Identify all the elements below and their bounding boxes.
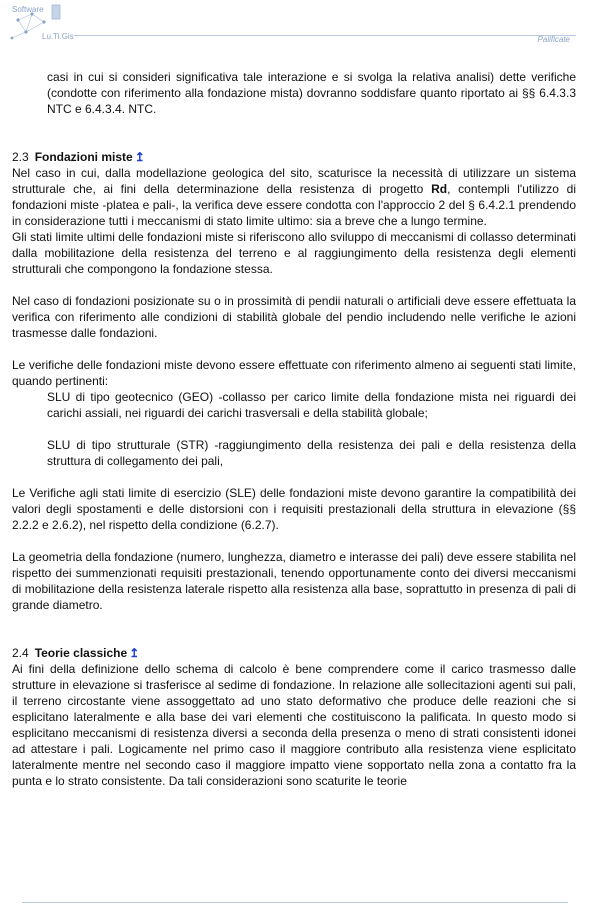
- paragraph: Nel caso di fondazioni posizionate su o in prossimità di pendii naturali o artificiali deve essere effettuata la verifica con riferimento alle condizioni di stabilità globale del pendio includendo nelle verifiche le azioni trasmesse dalle fondazioni.: [12, 294, 576, 340]
- list-item: SLU di tipo geotecnico (GEO) -collasso per carico limite della fondazione mista nei riguardi dei carichi assiali, nei riguardi dei carichi trasversali e della stabilità globale;: [47, 390, 576, 420]
- intro-paragraph: casi in cui si consideri significativa tale interazione e si svolga la relativa analisi) dette verifiche (condotte con riferimento alla fondazione mista) dovranno soddisfare quanto riportato ai §§ 6.4.3.3 NTC e 6.4.3.4. NTC.: [47, 70, 576, 116]
- footer-rule: [22, 902, 568, 903]
- paragraph: Ai fini della definizione dello schema di calcolo è bene comprendere come il carico trasmesso dalle strutture in elevazione si trasferisce al sedime di fondazione. In relazione alle sollecitazioni agenti sui pali, il terreno circostante viene assoggettato ad uno stato deformativo che produce delle reazioni che si esplicitano lateralmente e alla base dei vari elementi che costituiscono la palificata. In questo modo si esplicitano meccanismi di resistenza diversi a seconda della presenza o meno di strati consistenti idonei ad attestare i pali. Logicamente nel primo caso il maggiore contributo alla resistenza viene esplicitato lateralmente mentre nel secondo caso il maggiore impatto viene sopportato nella zona a contatto fra la punta e lo strato consistente. Da tali considerazioni sono scaturite le teorie: [12, 662, 576, 788]
- document-body: [12, 69, 576, 789]
- paragraph: La geometria della fondazione (numero, lunghezza, diametro e interasse dei pali) deve essere stabilita nel rispetto dei summenzionati requisiti prestazionali, tenendo opportunamente conto dei diversi meccanismi di mobilitazione della resistenza laterale rispetto alla resistenza alla base, soprattutto in presenza di pali di grande diametro.: [12, 550, 576, 612]
- section-2-3-heading: [12, 149, 576, 165]
- rd-term: Rd: [431, 182, 448, 196]
- logo-name-text: Lu.Ti.Gis: [42, 32, 74, 41]
- paragraph: Gli stati limite ultimi delle fondazioni miste si riferiscono allo sviluppo di meccanismi di collasso determinati dalla mobilitazione della resistenza del terreno e al raggiungimento della resistenza degli elementi strutturali che compongono la fondazione stessa.: [12, 230, 576, 276]
- logo-software-text: Software: [12, 5, 44, 14]
- section-number: 2.4: [12, 646, 29, 660]
- page-header: [0, 0, 590, 48]
- paragraph: Nel caso in cui, dalla modellazione geologica del sito, scaturisce la necessità di utilizzare un sistema strutturale che, ai fini della determinazione della resistenza di progetto Rd, contempli l'utilizzo di fondazioni miste -platea e pali-, la verifica deve essere condotta con l'approccio 2 del § 6.4.2.1 prendendo in considerazione tutti i meccanismi di stato limite ultimo: sia a breve che a lungo termine.: [12, 166, 576, 228]
- back-to-top-icon[interactable]: ↥: [129, 646, 140, 660]
- paragraph: Le verifiche delle fondazioni miste devono essere effettuate con riferimento almeno ai seguenti stati limite, quando pertinenti:: [12, 358, 576, 388]
- back-to-top-icon[interactable]: ↥: [134, 150, 145, 164]
- header-rule: [74, 35, 576, 36]
- header-section-label: Palificate: [537, 35, 570, 44]
- section-title: Fondazioni miste: [34, 150, 133, 164]
- section-title: Teorie classiche: [34, 646, 128, 660]
- section-2-4-heading: [12, 645, 576, 661]
- section-number: 2.3: [12, 150, 29, 164]
- lutigis-logo: [8, 2, 88, 42]
- paragraph: Le Verifiche agli stati limite di esercizio (SLE) delle fondazioni miste devono garantire la compatibilità dei valori degli spostamenti e delle distorsioni con i requisiti prestazionali della struttura in elevazione (§§ 2.2.2 e 2.6.2), nel rispetto della condizione (6.2.7).: [12, 486, 576, 532]
- list-item: SLU di tipo strutturale (STR) -raggiungimento della resistenza dei pali e della resistenza della struttura di collegamento dei pali,: [47, 438, 576, 468]
